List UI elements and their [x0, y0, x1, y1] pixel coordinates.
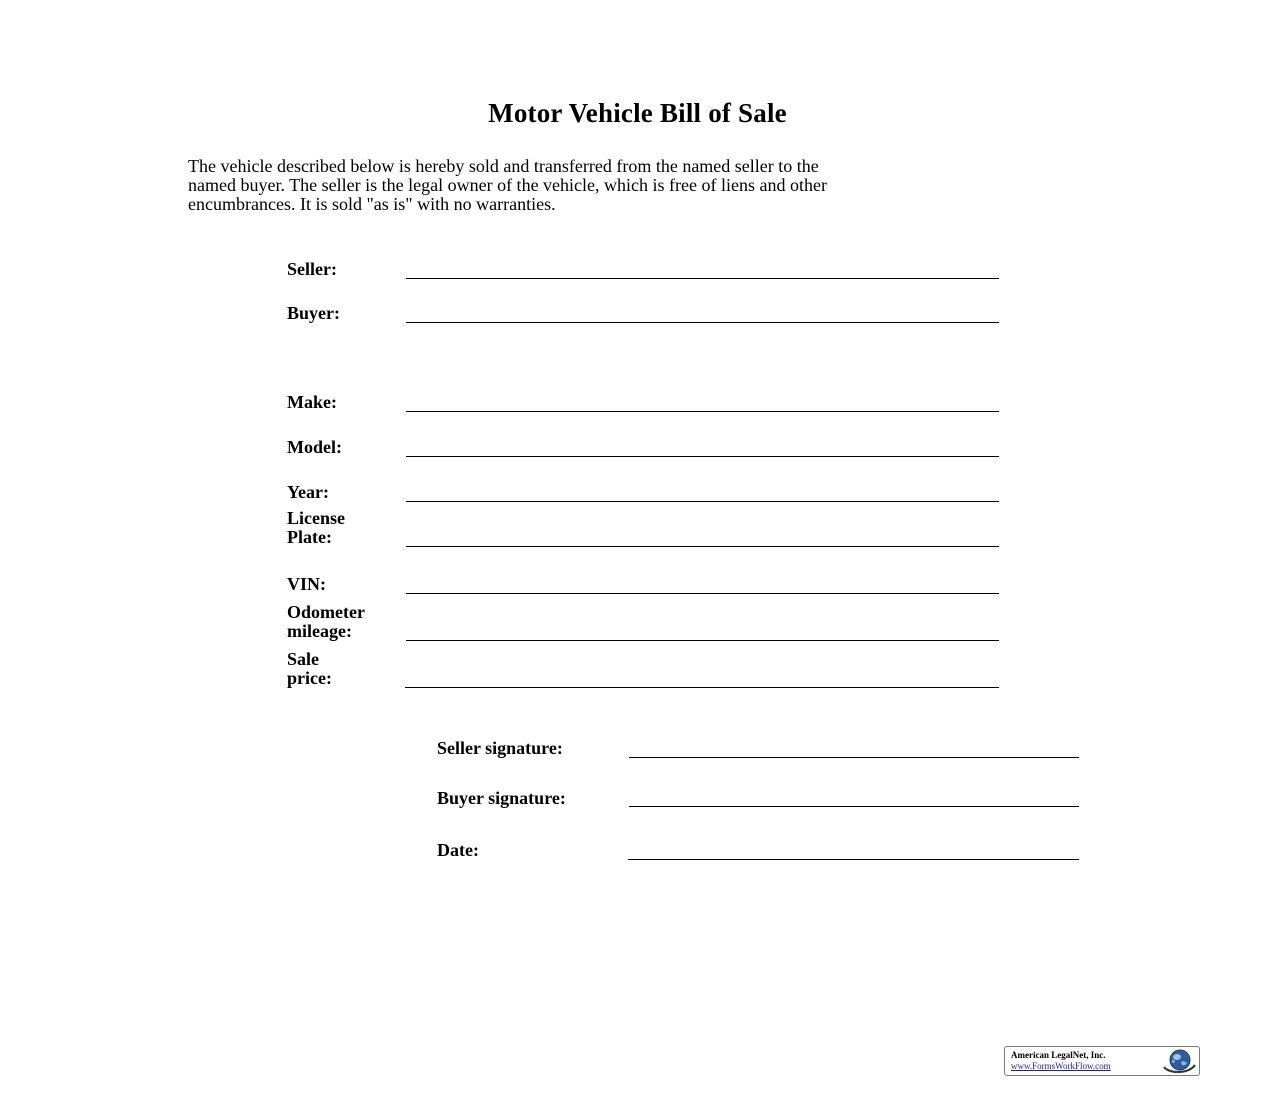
sale-price-label-line: Sale [287, 649, 320, 669]
sale-price-label-line: price: [287, 668, 332, 688]
buyer-label: Buyer: [287, 303, 340, 323]
seller-field[interactable] [406, 278, 999, 279]
model-field[interactable] [406, 456, 999, 457]
vin-field[interactable] [406, 593, 999, 594]
sale-price-label [287, 650, 332, 688]
date-field[interactable] [628, 859, 1079, 860]
footer-logo [1004, 1046, 1200, 1076]
intro-line: named buyer. The seller is the legal owner of the vehicle, which is free of liens and other [188, 175, 827, 195]
make-field[interactable] [406, 411, 999, 412]
license-plate-label-line: Plate: [287, 527, 332, 547]
odometer-label [287, 603, 365, 641]
odometer-label-line: Odometer [287, 602, 365, 622]
intro-line: The vehicle described below is hereby sold and transferred from the named seller to the [188, 156, 819, 176]
globe-icon [1161, 1048, 1197, 1074]
date-label: Date: [437, 840, 479, 860]
intro-line: encumbrances. It is sold "as is" with no warranties. [188, 194, 556, 214]
buyer-signature-label: Buyer signature: [437, 788, 566, 808]
buyer-field[interactable] [406, 322, 999, 323]
license-plate-label-line: License [287, 508, 345, 528]
year-field[interactable] [406, 501, 999, 502]
license-plate-label [287, 509, 345, 547]
seller-signature-field[interactable] [629, 757, 1079, 758]
buyer-signature-field[interactable] [629, 806, 1079, 807]
intro-paragraph [188, 157, 1088, 214]
footer-url-link[interactable]: www.FormsWorkFlow.com [1011, 1061, 1111, 1071]
document-title: Motor Vehicle Bill of Sale [488, 98, 787, 128]
year-label: Year: [287, 482, 329, 502]
model-label: Model: [287, 437, 342, 457]
footer-company: American LegalNet, Inc. [1011, 1050, 1106, 1060]
odometer-label-line: mileage: [287, 621, 352, 641]
sale-price-field[interactable] [405, 687, 999, 688]
make-label: Make: [287, 392, 337, 412]
vin-label: VIN: [287, 574, 326, 594]
odometer-field[interactable] [406, 640, 999, 641]
seller-signature-label: Seller signature: [437, 738, 563, 758]
license-plate-field[interactable] [406, 546, 999, 547]
seller-label: Seller: [287, 259, 337, 279]
